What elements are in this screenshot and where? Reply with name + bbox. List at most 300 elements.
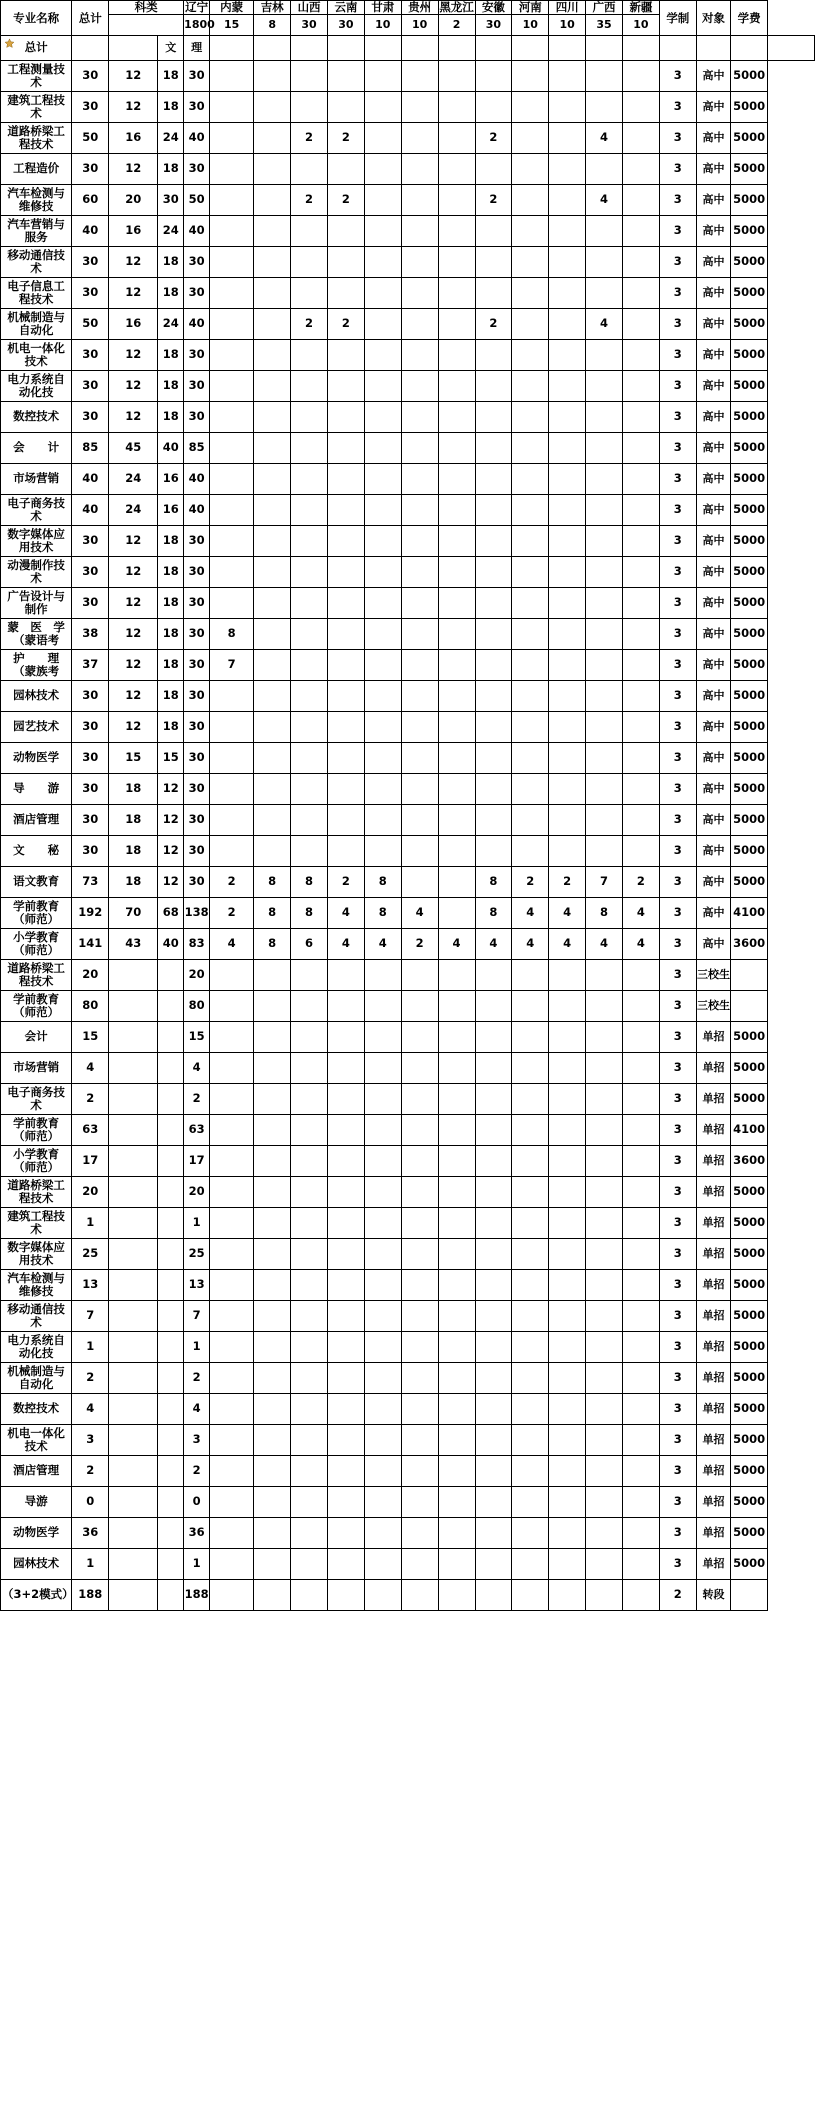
cell-prov-4 bbox=[328, 1176, 365, 1207]
cell-prov-0: 4 bbox=[184, 1052, 210, 1083]
cell-prov-5 bbox=[364, 153, 401, 184]
cell-prov-1 bbox=[209, 556, 253, 587]
table-row bbox=[1, 370, 815, 401]
cell-xuefei: 5000 bbox=[731, 1548, 768, 1579]
cell-prov-3 bbox=[291, 1517, 328, 1548]
table-row bbox=[1, 928, 815, 959]
cell-prov-4 bbox=[328, 711, 365, 742]
cell-prov-9 bbox=[512, 1238, 549, 1269]
cell-prov-0: 36 bbox=[184, 1517, 210, 1548]
cell-duixiang: 高中 bbox=[696, 246, 730, 277]
cell-total: 80 bbox=[72, 990, 109, 1021]
cell-major: 园艺技术 bbox=[1, 711, 72, 742]
cell-wen: 70 bbox=[109, 897, 158, 928]
cell-prov-5 bbox=[364, 246, 401, 277]
cell-prov-6 bbox=[401, 432, 438, 463]
header-xuezhi: 学制 bbox=[659, 1, 696, 36]
row-total-sum bbox=[72, 35, 109, 60]
cell-prov-5 bbox=[364, 1052, 401, 1083]
table-row bbox=[1, 525, 815, 556]
cell-prov-9 bbox=[512, 959, 549, 990]
cell-wen: 15 bbox=[109, 742, 158, 773]
cell-prov-7 bbox=[438, 153, 475, 184]
cell-xuezhi: 3 bbox=[659, 401, 696, 432]
cell-prov-3 bbox=[291, 773, 328, 804]
cell-prov-7 bbox=[438, 990, 475, 1021]
cell-prov-4 bbox=[328, 1455, 365, 1486]
cell-prov-1 bbox=[209, 587, 253, 618]
cell-prov-6 bbox=[401, 1331, 438, 1362]
cell-prov-4 bbox=[328, 525, 365, 556]
cell-wen bbox=[109, 1424, 158, 1455]
table-row bbox=[1, 401, 815, 432]
cell-prov-7 bbox=[438, 1207, 475, 1238]
cell-prov-7 bbox=[438, 835, 475, 866]
cell-li bbox=[158, 1083, 184, 1114]
cell-xuezhi: 3 bbox=[659, 773, 696, 804]
cell-prov-6 bbox=[401, 1548, 438, 1579]
cell-prov-7 bbox=[438, 215, 475, 246]
cell-prov-4 bbox=[328, 277, 365, 308]
cell-prov-6 bbox=[401, 649, 438, 680]
cell-duixiang: 高中 bbox=[696, 494, 730, 525]
cell-total: 30 bbox=[72, 587, 109, 618]
cell-prov-3 bbox=[291, 1486, 328, 1517]
cell-prov-11 bbox=[586, 494, 623, 525]
cell-total: 2 bbox=[72, 1083, 109, 1114]
cell-prov-2 bbox=[254, 1331, 291, 1362]
cell-xuefei: 5000 bbox=[731, 91, 768, 122]
cell-prov-9 bbox=[512, 1300, 549, 1331]
cell-prov-9 bbox=[512, 1548, 549, 1579]
cell-prov-1 bbox=[209, 463, 253, 494]
cell-prov-10 bbox=[549, 401, 586, 432]
cell-prov-4 bbox=[328, 1393, 365, 1424]
cell-prov-0: 1 bbox=[184, 1331, 210, 1362]
table-row bbox=[1, 804, 815, 835]
cell-prov-6 bbox=[401, 308, 438, 339]
cell-total: 36 bbox=[72, 1517, 109, 1548]
cell-xuefei: 5000 bbox=[731, 1083, 768, 1114]
cell-prov-5 bbox=[364, 711, 401, 742]
cell-wen: 12 bbox=[109, 649, 158, 680]
cell-prov-3 bbox=[291, 1207, 328, 1238]
cell-total: 85 bbox=[72, 432, 109, 463]
cell-duixiang: 高中 bbox=[696, 835, 730, 866]
cell-prov-2 bbox=[254, 1424, 291, 1455]
cell-xuezhi: 3 bbox=[659, 959, 696, 990]
cell-xuezhi: 3 bbox=[659, 1145, 696, 1176]
table-row bbox=[1, 1424, 815, 1455]
cell-total: 141 bbox=[72, 928, 109, 959]
cell-prov-3 bbox=[291, 494, 328, 525]
cell-total: 30 bbox=[72, 153, 109, 184]
cell-prov-0: 83 bbox=[184, 928, 210, 959]
cell-prov-0: 30 bbox=[184, 649, 210, 680]
cell-prov-0: 2 bbox=[184, 1362, 210, 1393]
cell-prov-12 bbox=[623, 1269, 660, 1300]
cell-prov-8 bbox=[475, 432, 512, 463]
row-total-xuezhi bbox=[696, 35, 730, 60]
cell-prov-11 bbox=[586, 1114, 623, 1145]
cell-prov-5 bbox=[364, 308, 401, 339]
cell-prov-0: 188 bbox=[184, 1579, 210, 1610]
cell-prov-4 bbox=[328, 60, 365, 91]
cell-prov-3 bbox=[291, 1455, 328, 1486]
cell-prov-9 bbox=[512, 1424, 549, 1455]
cell-li: 18 bbox=[158, 91, 184, 122]
cell-prov-2 bbox=[254, 184, 291, 215]
cell-prov-1: 2 bbox=[209, 866, 253, 897]
cell-duixiang: 三校生 bbox=[696, 990, 730, 1021]
cell-prov-11: 7 bbox=[586, 866, 623, 897]
cell-xuefei bbox=[731, 990, 768, 1021]
cell-prov-5 bbox=[364, 618, 401, 649]
cell-duixiang: 高中 bbox=[696, 432, 730, 463]
header-province-quota-1: 15 bbox=[209, 14, 253, 35]
cell-prov-2: 8 bbox=[254, 866, 291, 897]
cell-wen bbox=[109, 1207, 158, 1238]
cell-xuefei: 5000 bbox=[731, 680, 768, 711]
cell-total: 2 bbox=[72, 1362, 109, 1393]
cell-prov-9: 4 bbox=[512, 928, 549, 959]
cell-major: 酒店管理 bbox=[1, 804, 72, 835]
cell-prov-10 bbox=[549, 1145, 586, 1176]
cell-prov-4 bbox=[328, 618, 365, 649]
cell-prov-1 bbox=[209, 1362, 253, 1393]
cell-prov-2 bbox=[254, 1083, 291, 1114]
cell-prov-0: 40 bbox=[184, 494, 210, 525]
cell-prov-8 bbox=[475, 587, 512, 618]
cell-prov-0: 40 bbox=[184, 215, 210, 246]
cell-prov-7 bbox=[438, 463, 475, 494]
cell-prov-10 bbox=[549, 1424, 586, 1455]
cell-major: 小学教育（师范） bbox=[1, 1145, 72, 1176]
cell-xuezhi: 3 bbox=[659, 897, 696, 928]
table-row bbox=[1, 1486, 815, 1517]
cell-prov-9 bbox=[512, 1362, 549, 1393]
cell-prov-3 bbox=[291, 1548, 328, 1579]
header-province-3: 山西 bbox=[291, 1, 328, 15]
cell-prov-11 bbox=[586, 60, 623, 91]
header-province-quota-2: 8 bbox=[254, 14, 291, 35]
cell-xuefei: 5000 bbox=[731, 1455, 768, 1486]
table-row bbox=[1, 1114, 815, 1145]
cell-prov-0: 7 bbox=[184, 1300, 210, 1331]
cell-prov-3 bbox=[291, 618, 328, 649]
cell-prov-12 bbox=[623, 1021, 660, 1052]
cell-prov-11 bbox=[586, 618, 623, 649]
cell-total: 7 bbox=[72, 1300, 109, 1331]
table-row bbox=[1, 1176, 815, 1207]
cell-prov-7 bbox=[438, 618, 475, 649]
cell-prov-8 bbox=[475, 153, 512, 184]
cell-prov-10 bbox=[549, 680, 586, 711]
cell-prov-6 bbox=[401, 711, 438, 742]
cell-major: 学前教育（师范） bbox=[1, 897, 72, 928]
cell-wen bbox=[109, 959, 158, 990]
cell-duixiang: 高中 bbox=[696, 525, 730, 556]
cell-prov-0: 40 bbox=[184, 463, 210, 494]
cell-total: 30 bbox=[72, 804, 109, 835]
cell-prov-7 bbox=[438, 1486, 475, 1517]
cell-wen: 18 bbox=[109, 804, 158, 835]
cell-prov-4 bbox=[328, 1300, 365, 1331]
cell-prov-10 bbox=[549, 1455, 586, 1486]
cell-major: 动漫制作技术 bbox=[1, 556, 72, 587]
header-province-12: 新疆 bbox=[623, 1, 660, 15]
cell-prov-12 bbox=[623, 1393, 660, 1424]
cell-major: 建筑工程技术 bbox=[1, 91, 72, 122]
cell-prov-5 bbox=[364, 1455, 401, 1486]
cell-prov-1 bbox=[209, 711, 253, 742]
cell-li bbox=[158, 1238, 184, 1269]
cell-prov-7 bbox=[438, 1083, 475, 1114]
cell-prov-3 bbox=[291, 1331, 328, 1362]
cell-prov-11 bbox=[586, 215, 623, 246]
cell-prov-10 bbox=[549, 463, 586, 494]
cell-prov-8: 2 bbox=[475, 308, 512, 339]
cell-prov-2 bbox=[254, 1269, 291, 1300]
row-total-prov-4 bbox=[364, 35, 401, 60]
cell-li: 15 bbox=[158, 742, 184, 773]
cell-major: 机械制造与自动化 bbox=[1, 1362, 72, 1393]
cell-prov-8 bbox=[475, 1393, 512, 1424]
cell-prov-3 bbox=[291, 401, 328, 432]
table-row bbox=[1, 897, 815, 928]
cell-prov-6 bbox=[401, 1424, 438, 1455]
cell-prov-5 bbox=[364, 773, 401, 804]
cell-xuezhi: 3 bbox=[659, 1052, 696, 1083]
table-row bbox=[1, 1300, 815, 1331]
cell-prov-10: 4 bbox=[549, 897, 586, 928]
cell-prov-12 bbox=[623, 1238, 660, 1269]
cell-xuefei: 5000 bbox=[731, 463, 768, 494]
cell-prov-10: 4 bbox=[549, 928, 586, 959]
cell-prov-10 bbox=[549, 60, 586, 91]
cell-prov-4 bbox=[328, 339, 365, 370]
cell-prov-11 bbox=[586, 277, 623, 308]
cell-prov-1 bbox=[209, 990, 253, 1021]
cell-prov-7 bbox=[438, 246, 475, 277]
cell-prov-2 bbox=[254, 1455, 291, 1486]
cell-prov-0: 30 bbox=[184, 556, 210, 587]
cell-prov-2 bbox=[254, 587, 291, 618]
cell-total: 30 bbox=[72, 711, 109, 742]
row-total-prov-7 bbox=[475, 35, 512, 60]
cell-prov-0: 30 bbox=[184, 525, 210, 556]
cell-li: 30 bbox=[158, 184, 184, 215]
cell-prov-4 bbox=[328, 773, 365, 804]
cell-xuefei: 5000 bbox=[731, 432, 768, 463]
cell-prov-12 bbox=[623, 1207, 660, 1238]
cell-prov-3 bbox=[291, 1083, 328, 1114]
cell-major: 电子信息工程技术 bbox=[1, 277, 72, 308]
cell-prov-6 bbox=[401, 1300, 438, 1331]
cell-prov-3 bbox=[291, 525, 328, 556]
cell-total: 50 bbox=[72, 122, 109, 153]
cell-xuefei: 5000 bbox=[731, 308, 768, 339]
cell-prov-3 bbox=[291, 339, 328, 370]
cell-prov-8 bbox=[475, 463, 512, 494]
cell-duixiang: 单招 bbox=[696, 1486, 730, 1517]
cell-prov-7 bbox=[438, 556, 475, 587]
cell-wen bbox=[109, 1052, 158, 1083]
cell-wen bbox=[109, 1176, 158, 1207]
cell-prov-8 bbox=[475, 1083, 512, 1114]
cell-prov-2 bbox=[254, 1114, 291, 1145]
cell-prov-4: 4 bbox=[328, 897, 365, 928]
cell-prov-12 bbox=[623, 680, 660, 711]
cell-xuefei: 5000 bbox=[731, 1052, 768, 1083]
cell-prov-9 bbox=[512, 277, 549, 308]
cell-prov-6 bbox=[401, 1269, 438, 1300]
cell-duixiang: 高中 bbox=[696, 866, 730, 897]
cell-xuefei: 5000 bbox=[731, 370, 768, 401]
cell-wen bbox=[109, 1021, 158, 1052]
cell-prov-10 bbox=[549, 1021, 586, 1052]
cell-prov-12: 2 bbox=[623, 866, 660, 897]
cell-prov-6 bbox=[401, 680, 438, 711]
cell-duixiang: 高中 bbox=[696, 463, 730, 494]
cell-total: 2 bbox=[72, 1455, 109, 1486]
cell-prov-9 bbox=[512, 773, 549, 804]
cell-prov-9 bbox=[512, 587, 549, 618]
cell-wen bbox=[109, 1083, 158, 1114]
cell-prov-6 bbox=[401, 773, 438, 804]
table-row bbox=[1, 618, 815, 649]
cell-wen bbox=[109, 1455, 158, 1486]
cell-prov-10 bbox=[549, 494, 586, 525]
cell-prov-4 bbox=[328, 1114, 365, 1145]
cell-prov-9 bbox=[512, 1114, 549, 1145]
cell-prov-6 bbox=[401, 866, 438, 897]
cell-prov-4 bbox=[328, 742, 365, 773]
cell-major: 酒店管理 bbox=[1, 1455, 72, 1486]
header-province-quota-12: 10 bbox=[623, 14, 660, 35]
cell-prov-8 bbox=[475, 1362, 512, 1393]
cell-prov-11 bbox=[586, 1176, 623, 1207]
cell-prov-6: 2 bbox=[401, 928, 438, 959]
cell-prov-11 bbox=[586, 1579, 623, 1610]
cell-prov-10 bbox=[549, 91, 586, 122]
cell-major: 数字媒体应用技术 bbox=[1, 525, 72, 556]
cell-prov-8 bbox=[475, 1486, 512, 1517]
table-row bbox=[1, 1331, 815, 1362]
cell-major: （3+2模式） bbox=[1, 1579, 72, 1610]
cell-prov-2 bbox=[254, 990, 291, 1021]
cell-prov-11 bbox=[586, 1517, 623, 1548]
cell-wen bbox=[109, 1548, 158, 1579]
cell-prov-3 bbox=[291, 1300, 328, 1331]
cell-prov-8: 8 bbox=[475, 897, 512, 928]
cell-prov-12 bbox=[623, 339, 660, 370]
cell-xuezhi: 3 bbox=[659, 1114, 696, 1145]
cell-prov-7 bbox=[438, 1393, 475, 1424]
cell-prov-4 bbox=[328, 587, 365, 618]
cell-prov-11 bbox=[586, 1052, 623, 1083]
cell-prov-6 bbox=[401, 1021, 438, 1052]
cell-xuefei: 5000 bbox=[731, 1393, 768, 1424]
cell-prov-12 bbox=[623, 1114, 660, 1145]
table-row bbox=[1, 1269, 815, 1300]
cell-prov-3 bbox=[291, 1362, 328, 1393]
cell-prov-9 bbox=[512, 184, 549, 215]
cell-prov-7 bbox=[438, 680, 475, 711]
cell-prov-2 bbox=[254, 1300, 291, 1331]
cell-prov-1 bbox=[209, 804, 253, 835]
cell-prov-1 bbox=[209, 153, 253, 184]
cell-prov-7 bbox=[438, 1238, 475, 1269]
cell-prov-12: 4 bbox=[623, 897, 660, 928]
cell-duixiang: 单招 bbox=[696, 1176, 730, 1207]
cell-prov-4 bbox=[328, 1145, 365, 1176]
cell-prov-7 bbox=[438, 91, 475, 122]
cell-total: 20 bbox=[72, 959, 109, 990]
header-province-quota-8: 30 bbox=[475, 14, 512, 35]
cell-prov-0: 30 bbox=[184, 680, 210, 711]
cell-xuefei: 5000 bbox=[731, 649, 768, 680]
cell-major: 会 计 bbox=[1, 432, 72, 463]
cell-prov-11 bbox=[586, 1021, 623, 1052]
cell-total: 73 bbox=[72, 866, 109, 897]
cell-xuezhi: 3 bbox=[659, 866, 696, 897]
table-row bbox=[1, 277, 815, 308]
cell-prov-11 bbox=[586, 432, 623, 463]
cell-prov-6 bbox=[401, 990, 438, 1021]
cell-prov-1 bbox=[209, 1052, 253, 1083]
cell-prov-6 bbox=[401, 60, 438, 91]
cell-prov-2 bbox=[254, 711, 291, 742]
header-province-quota-7: 2 bbox=[438, 14, 475, 35]
cell-prov-1 bbox=[209, 1207, 253, 1238]
cell-total: 30 bbox=[72, 680, 109, 711]
header-province-quota-3: 30 bbox=[291, 14, 328, 35]
cell-prov-10 bbox=[549, 432, 586, 463]
cell-major: 道路桥梁工程技术 bbox=[1, 959, 72, 990]
cell-prov-12 bbox=[623, 432, 660, 463]
cell-prov-2 bbox=[254, 1517, 291, 1548]
cell-prov-8 bbox=[475, 804, 512, 835]
cell-prov-4 bbox=[328, 1021, 365, 1052]
cell-prov-10 bbox=[549, 246, 586, 277]
cell-prov-0: 2 bbox=[184, 1083, 210, 1114]
cell-wen bbox=[109, 1486, 158, 1517]
cell-prov-12 bbox=[623, 308, 660, 339]
cell-total: 37 bbox=[72, 649, 109, 680]
cell-prov-12 bbox=[623, 401, 660, 432]
cell-duixiang: 高中 bbox=[696, 308, 730, 339]
cell-prov-12 bbox=[623, 1362, 660, 1393]
cell-prov-8 bbox=[475, 246, 512, 277]
cell-prov-3 bbox=[291, 153, 328, 184]
cell-major: 导 游 bbox=[1, 773, 72, 804]
cell-xuefei: 5000 bbox=[731, 339, 768, 370]
cell-prov-6 bbox=[401, 1362, 438, 1393]
cell-prov-1 bbox=[209, 370, 253, 401]
cell-prov-10 bbox=[549, 339, 586, 370]
cell-prov-6 bbox=[401, 618, 438, 649]
cell-prov-10 bbox=[549, 1207, 586, 1238]
cell-prov-7 bbox=[438, 60, 475, 91]
cell-prov-4 bbox=[328, 370, 365, 401]
cell-prov-5 bbox=[364, 1393, 401, 1424]
cell-prov-4 bbox=[328, 1486, 365, 1517]
cell-prov-9 bbox=[512, 1486, 549, 1517]
cell-prov-7 bbox=[438, 587, 475, 618]
table-row bbox=[1, 91, 815, 122]
cell-total: 0 bbox=[72, 1486, 109, 1517]
